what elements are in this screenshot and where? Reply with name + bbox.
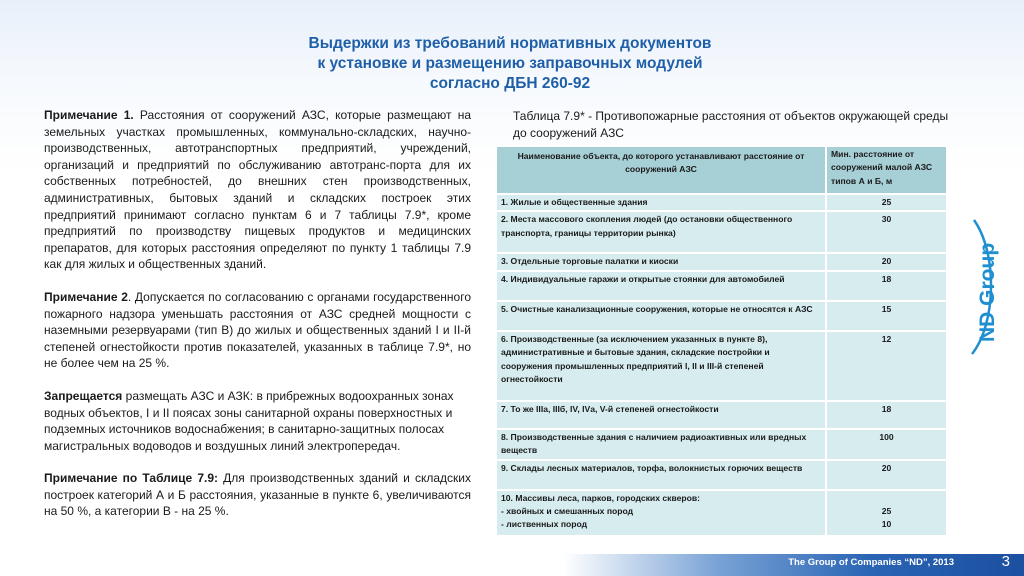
note-2 xyxy=(44,289,471,372)
row-10-name xyxy=(496,490,826,536)
row-10-values xyxy=(826,490,947,536)
row-9-value: 20 xyxy=(826,460,947,490)
row-3-value: 20 xyxy=(826,253,947,270)
table-row xyxy=(496,401,947,429)
row-10-value-2: 10 xyxy=(881,519,892,530)
table-row xyxy=(496,331,947,401)
table-row xyxy=(496,253,947,270)
table-note-text: Для производственных зданий и складских построек категорий А и Б расстояния, указанные в пункте 6, увеличиваются на 50 %, а категории В - на 25 %. xyxy=(44,471,471,519)
note-1-label: Примечание 1. xyxy=(44,108,134,122)
table-row xyxy=(496,301,947,331)
footer-company: The Group of Companies “ND”, 2013 xyxy=(788,557,954,568)
row-8-value: 100 xyxy=(826,429,947,460)
row-2-name: 2. Места массового скопления людей (до остановки общественного транспорта, границы территории рынка) xyxy=(496,211,826,253)
row-8-name: 8. Производственные здания с наличием радиоактивных или вредных веществ xyxy=(496,429,826,460)
title-line-1: Выдержки из требований нормативных документов xyxy=(308,35,712,52)
row-10-title: 10. Массивы леса, парков, городских скверов: xyxy=(501,492,701,503)
row-5-name: 5. Очистные канализационные сооружения, которые не относятся к АЗС xyxy=(496,301,826,331)
row-5-value: 15 xyxy=(826,301,947,331)
row-4-value: 18 xyxy=(826,271,947,301)
table-row xyxy=(496,490,947,536)
row-6-value: 12 xyxy=(826,331,947,401)
row-10-sub-2: - лиственных пород xyxy=(501,519,588,530)
row-10-value-1: 25 xyxy=(881,506,892,517)
row-9-name: 9. Склады лесных материалов, торфа, волокнистых горючих веществ xyxy=(496,460,826,490)
row-6-name: 6. Производственные (за исключением указанных в пункте 8), административные и бытовые здания, складские постройки и сооружения промышленных предприятий I, II и III-й степеней огнестойкости xyxy=(496,331,826,401)
logo-text: ND Group xyxy=(976,242,999,342)
table-caption: Таблица 7.9* - Противопожарные расстояния от объектов окружающей среды до сооружений АЗС xyxy=(513,109,949,140)
row-2-value: 30 xyxy=(826,211,947,253)
title-line-2: к установке и размещению заправочных модулей xyxy=(317,55,703,72)
table-row xyxy=(496,460,947,490)
row-10-sub-1: - хвойных и смешанных пород xyxy=(501,506,634,517)
notes-column xyxy=(44,107,471,536)
note-1 xyxy=(44,107,471,273)
table-row xyxy=(496,211,947,253)
header-min-distance: Мин. расстояние от сооружений малой АЗС типов А и Б, м xyxy=(826,146,947,194)
row-1-value: 25 xyxy=(826,194,947,211)
table-note xyxy=(44,470,471,520)
table-header-row xyxy=(496,146,947,194)
table-row xyxy=(496,271,947,301)
header-object-name: Наименование объекта, до которого устанавливают расстояние от сооружений АЗС xyxy=(496,146,826,194)
row-1-name: 1. Жилые и общественные здания xyxy=(496,194,826,211)
prohibition-label: Запрещается xyxy=(44,388,123,403)
table-note-label: Примечание по Таблице 7.9: xyxy=(44,471,219,486)
note-2-label: Примечание 2 xyxy=(44,289,128,304)
nd-group-logo xyxy=(966,214,1006,359)
row-7-value: 18 xyxy=(826,401,947,429)
distance-table xyxy=(495,145,948,537)
note-1-text: Расстояния от сооружений АЗС, которые размещают на земельных участках промышленных, коммунально-складских, научно-производственных, автотранспортных предприятий, учреждений, организаций и предприятий по обслуживанию автотранс-порта для их собственных потребностей, до внешних стен производственных, административных, бытовых зданий и складских построек этих предприятий принимают согласно пунктам 6 и 7 таблицы 7.9*, кроме предприятий по производству пищевых продуктов и медицинских препаратов, для которых расстояния определяют по пункту 1 таблицы 7.9 как для жилых и общественных зданий. xyxy=(44,108,472,272)
page-title xyxy=(240,34,780,94)
row-7-name: 7. То же IIIа, IIIб, IV, IVа, V-й степеней огнестойкости xyxy=(496,401,826,429)
prohibition-note xyxy=(44,388,471,454)
page-number: 3 xyxy=(1001,553,1010,570)
table-row xyxy=(496,429,947,460)
table-row xyxy=(496,194,947,211)
row-4-name: 4. Индивидуальные гаражи и открытые стоянки для автомобилей xyxy=(496,271,826,301)
prohibition-text: размещать АЗС и АЗК: в прибрежных водоохранных зонах водных объектов, I и II поясах зоны санитарной охраны поверхностных и подземных источников водоснабжения; в санитарно-защитных полосах магистральных водоводов и воздушных линий электропередач. xyxy=(44,388,454,453)
note-2-text: . Допускается по согласованию с органами государственного пожарного надзора уменьшать расстояния от АЗС средней мощности с наземными резервуарами (тип В) до жилых и общественных зданий I и II-й степеней огнестойкости против показателей, указанных в таблице 7.9*, но не более чем на 25 %. xyxy=(44,289,471,371)
row-3-name: 3. Отдельные торговые палатки и киоски xyxy=(496,253,826,270)
title-line-3: согласно ДБН 260-92 xyxy=(429,75,591,92)
